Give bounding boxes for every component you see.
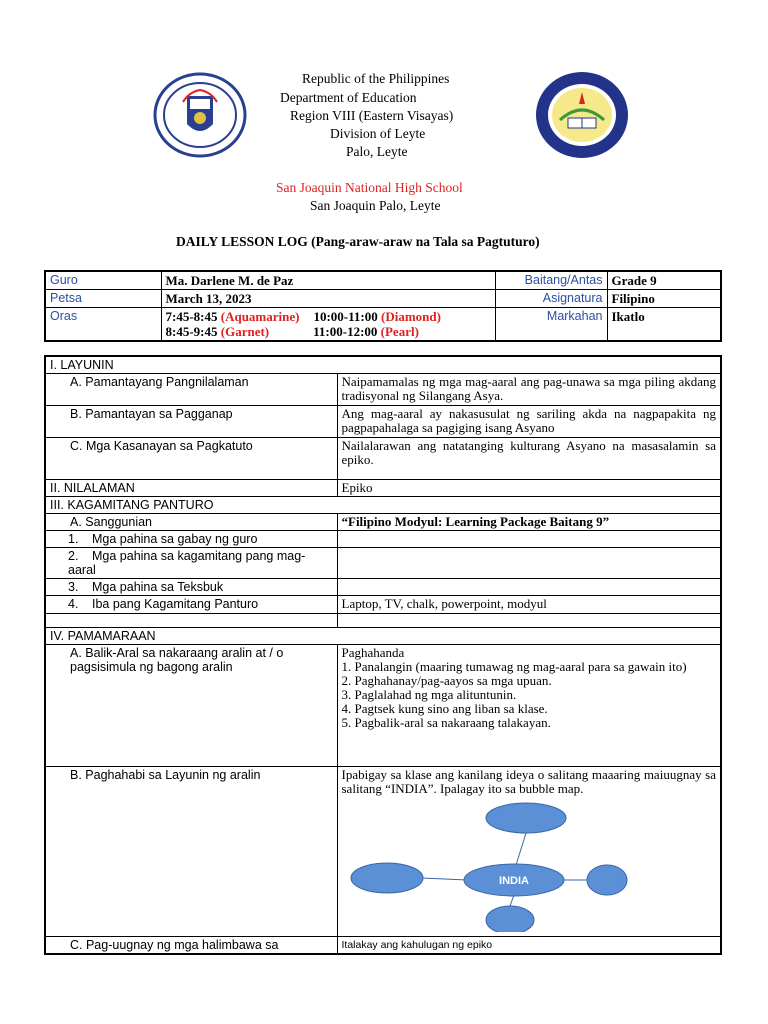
pamantayan-pagganap-label: B. Pamantayan sa Pagganap xyxy=(45,406,337,438)
nilalaman-heading: II. NILALAMAN xyxy=(45,480,337,497)
paghahanda-step-1: 1. Panalangin (maaring tumawag ng mag-aaral para sa gawain ito) xyxy=(341,659,687,674)
bubble-left xyxy=(351,863,423,893)
oras-value xyxy=(161,308,495,342)
kasanayan-label: C. Mga Kasanayan sa Pagkatuto xyxy=(45,438,337,480)
guro-value: Ma. Darlene M. de Paz xyxy=(161,271,495,290)
item-row-2-value xyxy=(337,548,721,579)
pamantayan-pagganap-value: Ang mag-aaral ay nakasusulat ng sariling akda na nagpapakita ng pagpapahalaga sa pagiging isang Asyano xyxy=(337,406,721,438)
town-line: Palo, Leyte xyxy=(346,144,408,159)
school-seal-logo xyxy=(534,70,630,160)
pag-uugnay-label: C. Pag-uugnay ng mga halimbawa sa xyxy=(45,937,337,955)
bubble-right xyxy=(587,865,627,895)
division-line: Division of Leyte xyxy=(330,126,426,141)
kasanayan-value: Nailalarawan ang natatanging kulturang Asyano na masasalamin sa epiko. xyxy=(337,438,721,480)
item-row-2-label: 2. Mga pahina sa kagamitang pang mag-aaral xyxy=(45,548,337,579)
asignatura-value: Filipino xyxy=(607,290,721,308)
layunin-heading: I. LAYUNIN xyxy=(45,356,721,374)
blank-cell-left xyxy=(45,614,337,628)
document-title: DAILY LESSON LOG (Pang-araw-araw na Tala sa Pagtuturo) xyxy=(176,234,540,249)
item-row-1-label: 1. Mga pahina sa gabay ng guro xyxy=(45,531,337,548)
bubble-top xyxy=(486,803,566,833)
markahan-label: Markahan xyxy=(495,308,607,342)
item-row-4-value: Laptop, TV, chalk, powerpoint, modyul xyxy=(337,596,721,614)
pamamaraan-heading: IV. PAMAMARAAN xyxy=(45,628,721,645)
school-address: San Joaquin Palo, Leyte xyxy=(310,198,441,213)
kagamitan-heading: III. KAGAMITANG PANTURO xyxy=(45,497,721,514)
republic-line: Republic of the Philippines xyxy=(302,71,450,86)
oras-time-4: 11:00-12:00 xyxy=(313,324,378,339)
item-row-4-label: 4. Iba pang Kagamitang Panturo xyxy=(45,596,337,614)
pag-uugnay-value: Italakay ang kahulugan ng epiko xyxy=(337,937,721,955)
paghahabi-label: B. Paghahabi sa Layunin ng aralin xyxy=(45,767,337,937)
oras-time-1: 7:45-8:45 xyxy=(165,309,218,324)
paghahanda-cell xyxy=(337,645,721,767)
paghahanda-heading: Paghahanda xyxy=(341,645,405,660)
guro-label: Guro xyxy=(45,271,161,290)
item-row-1-value xyxy=(337,531,721,548)
lesson-plan-table xyxy=(44,355,722,955)
petsa-value: March 13, 2023 xyxy=(161,290,495,308)
teacher-info-table xyxy=(44,270,722,342)
oras-section-3: (Garnet) xyxy=(220,324,270,339)
markahan-value: Ikatlo xyxy=(607,308,721,342)
paghahanda-step-2: 2. Paghahanay/pag-aayos sa mga upuan. xyxy=(341,673,552,688)
department-line: Department of Education xyxy=(280,90,417,105)
oras-section-2: (Diamond) xyxy=(381,309,441,324)
oras-section-1: (Aquamarine) xyxy=(220,309,300,324)
region-line: Region VIII (Eastern Visayas) xyxy=(290,108,454,123)
pamantayang-pangnilalaman-value: Naipamamalas ng mga mag-aaral ang pag-unawa sa mga piling akdang tradisyonal ng Silangang Asya. xyxy=(337,374,721,406)
balik-aral-label: A. Balik-Aral sa nakaraang aralin at / o pagsisimula ng bagong aralin xyxy=(45,645,337,767)
oras-time-3: 8:45-9:45 xyxy=(165,324,218,339)
paghahabi-cell xyxy=(337,767,721,937)
item-row-3-value xyxy=(337,579,721,596)
sanggunian-value: “Filipino Modyul: Learning Package Baitang 9” xyxy=(337,514,721,531)
paghahanda-step-5: 5. Pagbalik-aral sa nakaraang talakayan. xyxy=(341,715,551,730)
oras-time-2: 10:00-11:00 xyxy=(313,309,378,324)
deped-seal-logo xyxy=(153,72,247,158)
bubble-map xyxy=(342,798,718,932)
oras-label: Oras xyxy=(45,308,161,342)
oras-section-4: (Pearl) xyxy=(380,324,419,339)
bubble-bottom xyxy=(486,906,534,932)
baitang-label: Baitang/Antas xyxy=(495,271,607,290)
petsa-label: Petsa xyxy=(45,290,161,308)
baitang-value: Grade 9 xyxy=(607,271,721,290)
blank-cell-right xyxy=(337,614,721,628)
bubble-center-label: INDIA xyxy=(498,875,529,887)
paghahanda-step-3: 3. Paglalahad ng mga alituntunin. xyxy=(341,687,517,702)
item-row-3-label: 3. Mga pahina sa Teksbuk xyxy=(45,579,337,596)
pamantayang-pangnilalaman-label: A. Pamantayang Pangnilalaman xyxy=(45,374,337,406)
paghahanda-step-4: 4. Pagtsek kung sino ang liban sa klase. xyxy=(341,701,548,716)
asignatura-label: Asignatura xyxy=(495,290,607,308)
school-name: San Joaquin National High School xyxy=(276,180,463,195)
paghahabi-text: Ipabigay sa klase ang kanilang ideya o salitang maaaring maiuugnay sa salitang “INDIA”. Ipalagay ito sa bubble map. xyxy=(341,767,717,796)
nilalaman-value: Epiko xyxy=(337,480,721,497)
sanggunian-label: A. Sanggunian xyxy=(45,514,337,531)
